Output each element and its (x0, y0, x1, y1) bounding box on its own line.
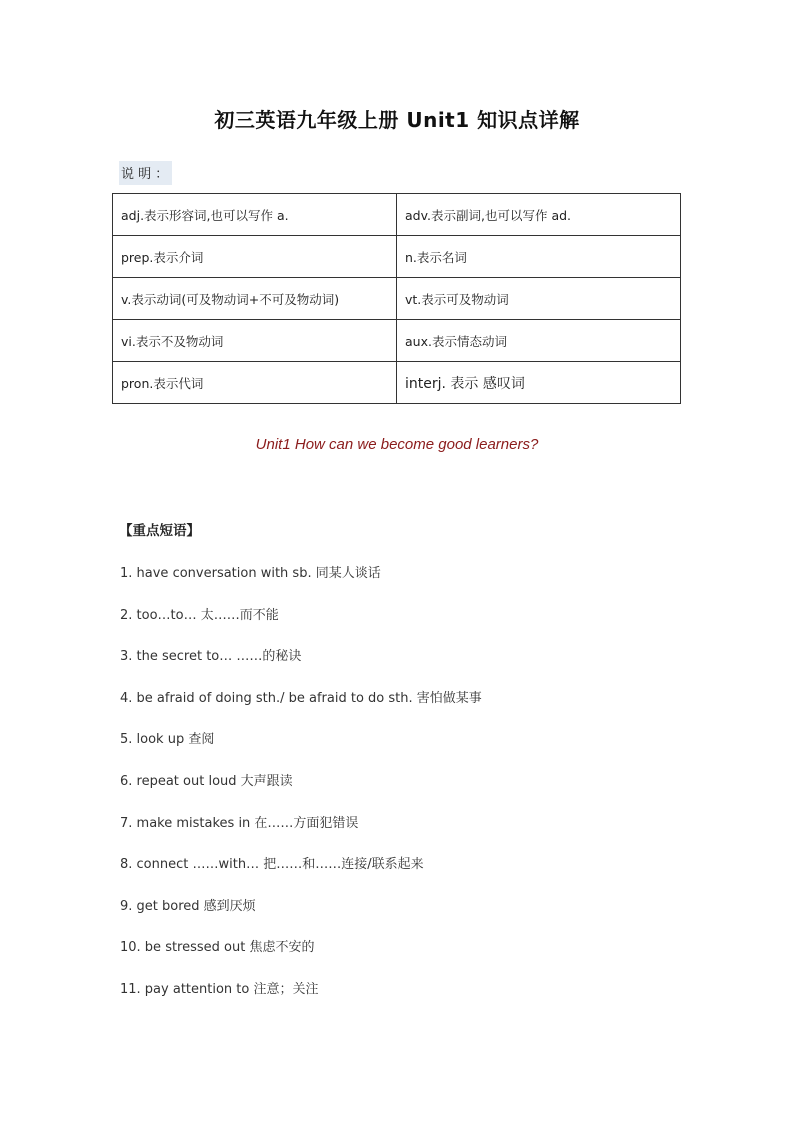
list-item: 9. get bored 感到厌烦 (120, 898, 256, 914)
table-row (113, 236, 681, 278)
table-cell: aux.表示情态动词 (397, 320, 681, 362)
table-cell: n.表示名词 (397, 236, 681, 278)
list-item: 2. too…to… 太……而不能 (120, 607, 279, 623)
list-item: 4. be afraid of doing sth./ be afraid to do sth. 害怕做某事 (120, 690, 482, 706)
abbreviation-table (112, 193, 681, 404)
table-cell: pron.表示代词 (113, 362, 397, 404)
list-item: 7. make mistakes in 在……方面犯错误 (120, 815, 359, 831)
table-cell: interj. 表示 感叹词 (397, 362, 681, 404)
table-row (113, 320, 681, 362)
table-cell: v.表示动词(可及物动词+不可及物动词) (113, 278, 397, 320)
table-cell: adj.表示形容词,也可以写作 a. (113, 194, 397, 236)
unit-heading: Unit1 How can we become good learners? (255, 436, 539, 453)
table-cell: vi.表示不及物动词 (113, 320, 397, 362)
page-title: 初三英语九年级上册 Unit1 知识点详解 (214, 108, 580, 132)
list-item: 1. have conversation with sb. 同某人谈话 (120, 566, 381, 581)
table-cell: adv.表示副词,也可以写作 ad. (397, 194, 681, 236)
table-row (113, 278, 681, 320)
note-label: 说 明 ： (119, 161, 172, 185)
list-item: 8. connect ……with… 把……和……连接/联系起来 (120, 857, 424, 873)
list-item: 6. repeat out loud 大声跟读 (120, 773, 293, 789)
list-item: 5. look up 查阅 (120, 732, 215, 748)
table-cell: prep.表示介词 (113, 236, 397, 278)
table-row (113, 194, 681, 236)
phrase-list (120, 562, 482, 1020)
table-row (113, 362, 681, 404)
section-title: 【重点短语】 (119, 523, 200, 539)
table-cell: vt.表示可及物动词 (397, 278, 681, 320)
list-item: 10. be stressed out 焦虑不安的 (120, 940, 315, 956)
list-item: 3. the secret to… ……的秘诀 (120, 649, 302, 665)
list-item: 11. pay attention to 注意；关注 (120, 981, 319, 997)
